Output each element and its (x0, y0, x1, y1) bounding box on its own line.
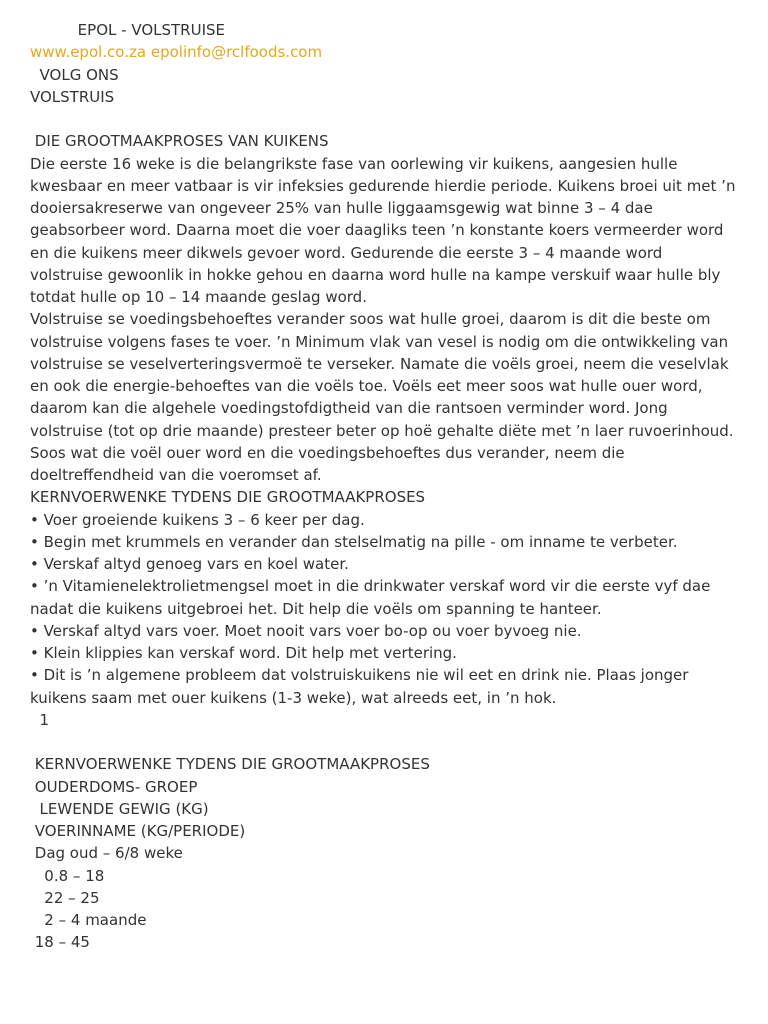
contact-line (30, 41, 750, 63)
document-title: EPOL - VOLSTRUISE (30, 21, 225, 39)
page-number: 1 (30, 710, 50, 729)
section-heading-feeding-tips: KERNVOERWENKE TYDENS DIE GROOTMAAKPROSES (30, 488, 426, 507)
table-cell: Dag oud – 6/8 weke (30, 844, 183, 863)
paragraph-line: en ook die energie-behoeftes van die voëls toe. Voëls eet meer soos wat hulle ouer word, (30, 377, 703, 395)
document-page (30, 19, 750, 954)
table-cell: 22 – 25 (30, 888, 100, 907)
table-cell: VOERINNAME (KG/PERIODE) (30, 822, 246, 840)
list-item: kuikens saam met ouer kuikens (1-3 weke), wat alreeds eet, in ’n hok. (30, 688, 557, 707)
table-cell: 18 – 45 (30, 933, 90, 952)
table-cell: OUDERDOMS- GROEP (30, 777, 198, 796)
follow-us-text: VOLG ONS (30, 65, 119, 84)
paragraph-nutrition (30, 308, 750, 486)
section-heading-feeding-table: KERNVOERWENKE TYDENS DIE GROOTMAAKPROSES (30, 755, 430, 774)
paragraph-line: volstruise gewoonlik in hokke gehou en daarna word hulle na kampe verskuif waar hulle bly (30, 265, 721, 284)
paragraph-line: volstruise volgens fases te voer. ’n Minimum vlak van vesel is nodig om die ontwikkeling van (30, 332, 729, 351)
table-cell: LEWENDE GEWIG (KG) (30, 799, 209, 818)
paragraph-line: doeltreffendheid van die voeromset af. (30, 466, 322, 484)
feeding-tips-list (30, 509, 750, 709)
spacer (30, 731, 750, 753)
email-link[interactable]: epolinfo@rclfoods.com (150, 43, 323, 62)
list-item: nadat die kuikens uitgebroei het. Dit help die voëls om spanning te hanteer. (30, 599, 602, 618)
paragraph-line: kwesbaar en meer vatbaar is vir infeksies gedurende hierdie periode. Kuikens broei uit met ’n (30, 176, 736, 195)
list-item: • Verskaf altyd genoeg vars en koel water. (30, 555, 349, 573)
spacer (30, 108, 750, 130)
category-text: VOLSTRUIS (30, 87, 115, 106)
table-cell: 2 – 4 maande (30, 911, 147, 929)
paragraph-line: geabsorbeer word. Daarna moet die voer daagliks teen ’n konstante koers vermeerder word (30, 221, 724, 240)
paragraph-line: dooiersakreserwe van ongeveer 25% van hulle liggaamsgewig wat binne 3 – 4 dae (30, 199, 653, 217)
paragraph-line: daarom kan die algehele voedingstofdigtheid van die rantsoen verminder word. Jong (30, 399, 668, 418)
paragraph-line: Soos wat die voël ouer word en die voedingsbehoeftes dus verander, neem die (30, 443, 625, 462)
paragraph-line: volstruise (tot op drie maande) presteer beter op hoë gehalte diëte met ’n laer ruvoerinhoud. (30, 421, 734, 440)
feeding-table-text (30, 776, 750, 954)
list-item: • Begin met krummels en verander dan stelselmatig na pille - om inname te verbeter. (30, 532, 678, 551)
section-heading-rearing: DIE GROOTMAAKPROSES VAN KUIKENS (30, 132, 329, 151)
paragraph-line: Volstruise se voedingsbehoeftes verander soos wat hulle groei, daarom is dit die beste om (30, 310, 711, 329)
paragraph-first-weeks (30, 153, 750, 309)
list-item: • Dit is ’n algemene probleem dat volstruiskuikens nie wil eet en drink nie. Plaas jonger (30, 666, 689, 685)
list-item: • Voer groeiende kuikens 3 – 6 keer per dag. (30, 510, 365, 529)
list-item: • Klein klippies kan verskaf word. Dit help met vertering. (30, 644, 457, 662)
website-link[interactable]: www.epol.co.za (30, 43, 147, 62)
list-item: • Verskaf altyd vars voer. Moet nooit vars voer bo-op ou voer byvoeg nie. (30, 621, 582, 640)
table-cell: 0.8 – 18 (30, 866, 105, 885)
paragraph-line: Die eerste 16 weke is die belangrikste fase van oorlewing vir kuikens, aangesien hulle (30, 154, 678, 173)
list-item: • ’n Vitamienelektrolietmengsel moet in die drinkwater verskaf word vir die eerste vyf dae (30, 577, 711, 596)
paragraph-line: volstruise se veselverteringsvermoë te verseker. Namate die voëls groei, neem die veselvlak (30, 354, 729, 373)
paragraph-line: en die kuikens meer dikwels gevoer word. Gedurende die eerste 3 – 4 maande word (30, 243, 663, 262)
paragraph-line: totdat hulle op 10 – 14 maande geslag word. (30, 288, 367, 306)
